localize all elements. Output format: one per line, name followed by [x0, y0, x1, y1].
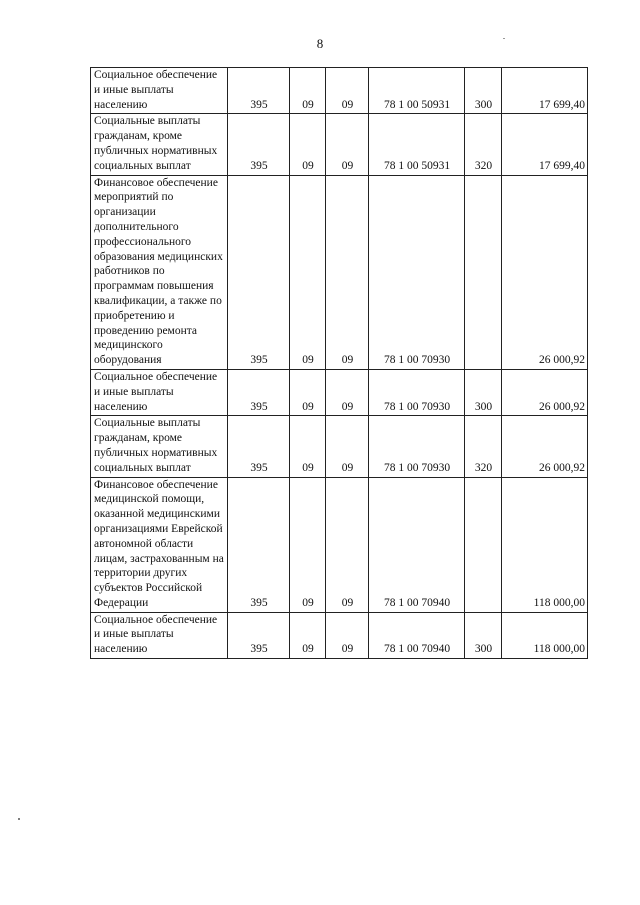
row-amount: 17 699,40 — [502, 68, 588, 114]
page-number: 8 — [316, 36, 324, 51]
row-section: 09 — [290, 612, 326, 658]
row-name: Социальное обеспечение и иные выплаты населению — [91, 369, 228, 415]
row-amount: 17 699,40 — [502, 114, 588, 175]
row-amount: 26 000,92 — [502, 369, 588, 415]
row-section: 09 — [290, 369, 326, 415]
row-admin-code: 395 — [228, 416, 290, 477]
row-subsection: 09 — [326, 175, 369, 369]
row-expense-type — [465, 477, 502, 612]
row-admin-code: 395 — [228, 175, 290, 369]
row-admin-code: 395 — [228, 612, 290, 658]
row-expense-type: 300 — [465, 68, 502, 114]
row-section: 09 — [290, 68, 326, 114]
table-row — [91, 416, 588, 477]
row-target-article: 78 1 00 50931 — [369, 68, 465, 114]
row-subsection: 09 — [326, 114, 369, 175]
row-subsection: 09 — [326, 612, 369, 658]
row-name: Финансовое обеспечение медицинской помощи, оказанной медицинскими организациями Еврейской автономной области лицам, застрахованным на территории других субъектов Российской Федерации — [91, 477, 228, 612]
row-subsection: 09 — [326, 416, 369, 477]
row-amount: 118 000,00 — [502, 477, 588, 612]
row-amount: 118 000,00 — [502, 612, 588, 658]
row-target-article: 78 1 00 70930 — [369, 416, 465, 477]
row-name: Социальные выплаты гражданам, кроме публичных нормативных социальных выплат — [91, 114, 228, 175]
row-target-article: 78 1 00 70930 — [369, 175, 465, 369]
table-row — [91, 369, 588, 415]
row-section: 09 — [290, 114, 326, 175]
row-expense-type: 320 — [465, 416, 502, 477]
row-subsection: 09 — [326, 477, 369, 612]
row-name: Социальное обеспечение и иные выплаты населению — [91, 612, 228, 658]
row-subsection: 09 — [326, 68, 369, 114]
row-amount: 26 000,92 — [502, 416, 588, 477]
row-section: 09 — [290, 416, 326, 477]
row-name: Социальное обеспечение и иные выплаты населению — [91, 68, 228, 114]
table-row — [91, 114, 588, 175]
row-target-article: 78 1 00 70940 — [369, 477, 465, 612]
budget-table — [90, 67, 588, 659]
row-expense-type — [465, 175, 502, 369]
scan-speck — [18, 818, 20, 820]
row-admin-code: 395 — [228, 477, 290, 612]
row-admin-code: 395 — [228, 68, 290, 114]
row-subsection: 09 — [326, 369, 369, 415]
table-row — [91, 612, 588, 658]
table-row — [91, 68, 588, 114]
row-expense-type: 300 — [465, 369, 502, 415]
row-admin-code: 395 — [228, 369, 290, 415]
row-admin-code: 395 — [228, 114, 290, 175]
row-target-article: 78 1 00 70940 — [369, 612, 465, 658]
scan-speck — [503, 38, 505, 39]
table-row — [91, 477, 588, 612]
row-section: 09 — [290, 175, 326, 369]
row-expense-type: 320 — [465, 114, 502, 175]
table-row — [91, 175, 588, 369]
row-target-article: 78 1 00 70930 — [369, 369, 465, 415]
row-name: Социальные выплаты гражданам, кроме публичных нормативных социальных выплат — [91, 416, 228, 477]
row-target-article: 78 1 00 50931 — [369, 114, 465, 175]
row-amount: 26 000,92 — [502, 175, 588, 369]
row-name: Финансовое обеспечение мероприятий по организации дополнительного профессионального образования медицинских работников по программам повышения квалификации, а также по приобретению и проведению ремонта медицинского оборудования — [91, 175, 228, 369]
row-section: 09 — [290, 477, 326, 612]
row-expense-type: 300 — [465, 612, 502, 658]
